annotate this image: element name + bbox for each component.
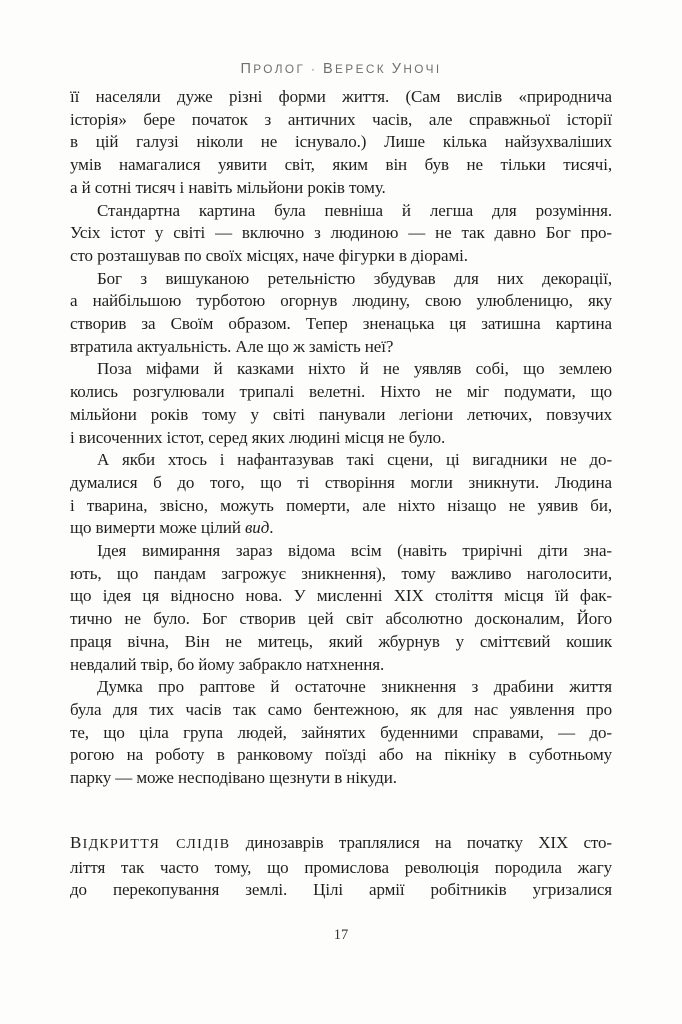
text-line: створив за Своїм образом. Тепер зненацька ця затишна картина [70,314,612,334]
text-line: а найбільшою турботою огорнув людину, свою улюбленицю, яку [70,291,612,311]
text-line: колись розгулювали трипалі велетні. Ніхто не міг подумати, що [70,382,612,402]
text-segment: ЕРЕСК [335,62,387,76]
text-segment: . [269,518,274,538]
text-line [70,832,612,857]
text-line: невдалий твір, бо йому забракло натхнення. [70,654,385,674]
text-line: і височенних істот, серед яких людині місця не було. [70,427,446,447]
text-segment: П [240,61,254,77]
text-line: що ідея ця відносно нова. У мисленні XIX століття місця їй фак- [70,586,612,606]
paragraph [70,358,612,449]
text-segment: У [391,61,404,77]
text-segment: В [70,832,83,852]
text-line: сто розташував по своїх місцях, наче фігурки в діорамі. [70,245,468,265]
text-line: втратила актуальність. Але що ж замість неї? [70,336,394,356]
page-number: 17 [333,927,349,943]
text-segment: динозаврів траплялися на початку XIX сто- [230,832,612,852]
text-segment: що вимерти може цілий [70,518,246,538]
text-line: думалися б до того, що ті створіння могли зникнути. Людина [70,472,612,492]
text-section [70,832,612,902]
paragraph [70,86,612,200]
paragraph [70,200,612,268]
text-line: А якби хтось і нафантазував такі сцени, ці вигадники не до- [97,450,612,470]
text-segment: · [305,62,323,76]
text-line: парку — може несподівано щезнути в нікуди. [70,768,397,788]
text-line: мільйони років тому у світі панували легіони летючих, повзучих [70,404,612,424]
text-segment: ІДКРИТТЯ СЛІДІВ [82,836,231,852]
text-segment: РОЛОГ [253,62,306,76]
text-line: в цій галузі ніколи не існувало.) Лише кілька найзухваліших [70,132,612,152]
text-line: а й сотні тисяч і навіть мільйони років тому. [70,177,386,197]
text-line [70,517,612,540]
text-line: ліття так часто тому, що промислова революція породила жагу [70,857,612,877]
text-line: тично не було. Бог створив цей світ абсолютно досконалим, Його [70,609,612,629]
text-line: Усіх істот у світі — включно з людиною — не так давно Бог про- [70,223,612,243]
text-segment: вид [245,518,270,538]
text-line: історія» бере початок з античних часів, але справжньої історії [70,109,612,129]
text-line: рогою на роботу в ранковому поїзді або на пікніку в суботньому [70,745,612,765]
text-line: Стандартна картина була певніша й легша для розуміння. [97,200,612,220]
text-line: праця вічна, Він не митець, який жбурнув у сміттєвий кошик [70,631,612,651]
running-header [0,60,682,78]
text-line: була для тих часів так само бентежною, як для нас уявлення про [70,699,612,719]
text-line: Думка про раптове й остаточне зникнення з драбини життя [97,677,612,697]
page-body [70,86,612,902]
text-line: те, що ціла група людей, зайнятих буденними справами, — до- [70,722,612,742]
text-segment: НОЧІ [403,62,442,76]
text-line: і тварина, звісно, можуть померти, але ніхто нізащо не уявив би, [70,495,612,515]
paragraph [70,676,612,790]
text-line: умів намагалися уявити світ, яким він був не тільки тисячі, [70,155,612,175]
text-line: її населяли дуже різні форми життя. (Сам вислів «природнича [70,87,612,106]
paragraph [70,832,612,902]
paragraph [70,449,612,540]
paragraph [70,268,612,359]
paragraph [70,540,612,676]
text-line: Поза міфами й казками ніхто й не уявляв собі, що землею [97,359,612,379]
text-section [70,86,612,790]
text-segment: В [322,61,336,77]
text-line: Бог з вишуканою ретельністю збудував для них декорації, [97,268,612,288]
text-line: Ідея вимирання зараз відома всім (навіть трирічні діти зна- [97,541,612,561]
text-line: ють, що пандам загрожує зникнення), тому важливо наголосити, [70,563,612,583]
text-line: до перекопування землі. Цілі армії робітників угризалися [70,880,612,900]
